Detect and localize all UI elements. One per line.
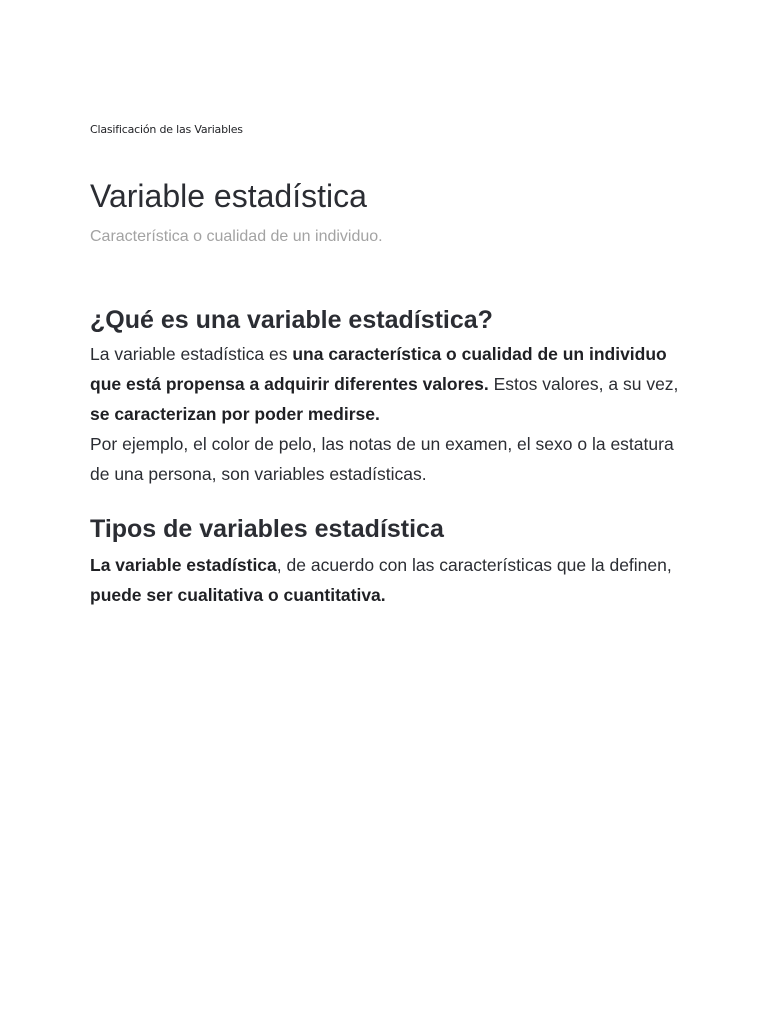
definition-text-2: Estos valores, a su vez, xyxy=(488,374,679,394)
page-subtitle: Característica o cualidad de un individuo. xyxy=(90,228,383,245)
types-bold-1: La variable estadística xyxy=(90,555,277,575)
document-header-label: Clasificación de las Variables xyxy=(90,123,243,136)
types-text-1: , de acuerdo con las características que la definen, xyxy=(276,555,672,575)
definition-text-1: La variable estadística es xyxy=(90,344,293,364)
definition-paragraph xyxy=(90,339,680,429)
page-title: Variable estadística xyxy=(90,178,367,214)
types-bold-2: puede ser cualitativa o cuantitativa. xyxy=(90,585,386,605)
section-heading-what-is: ¿Qué es una variable estadística? xyxy=(90,306,493,334)
definition-bold-2: se caracterizan por poder medirse. xyxy=(90,404,380,424)
section-heading-types: Tipos de variables estadística xyxy=(90,515,444,543)
types-paragraph xyxy=(90,550,680,610)
example-paragraph: Por ejemplo, el color de pelo, las notas de un examen, el sexo o la estatura de una persona, son variables estadísticas. xyxy=(90,434,674,484)
definition-bold-1: una característica o cualidad de un individuo que está propensa a adquirir diferentes valores. xyxy=(90,344,667,394)
